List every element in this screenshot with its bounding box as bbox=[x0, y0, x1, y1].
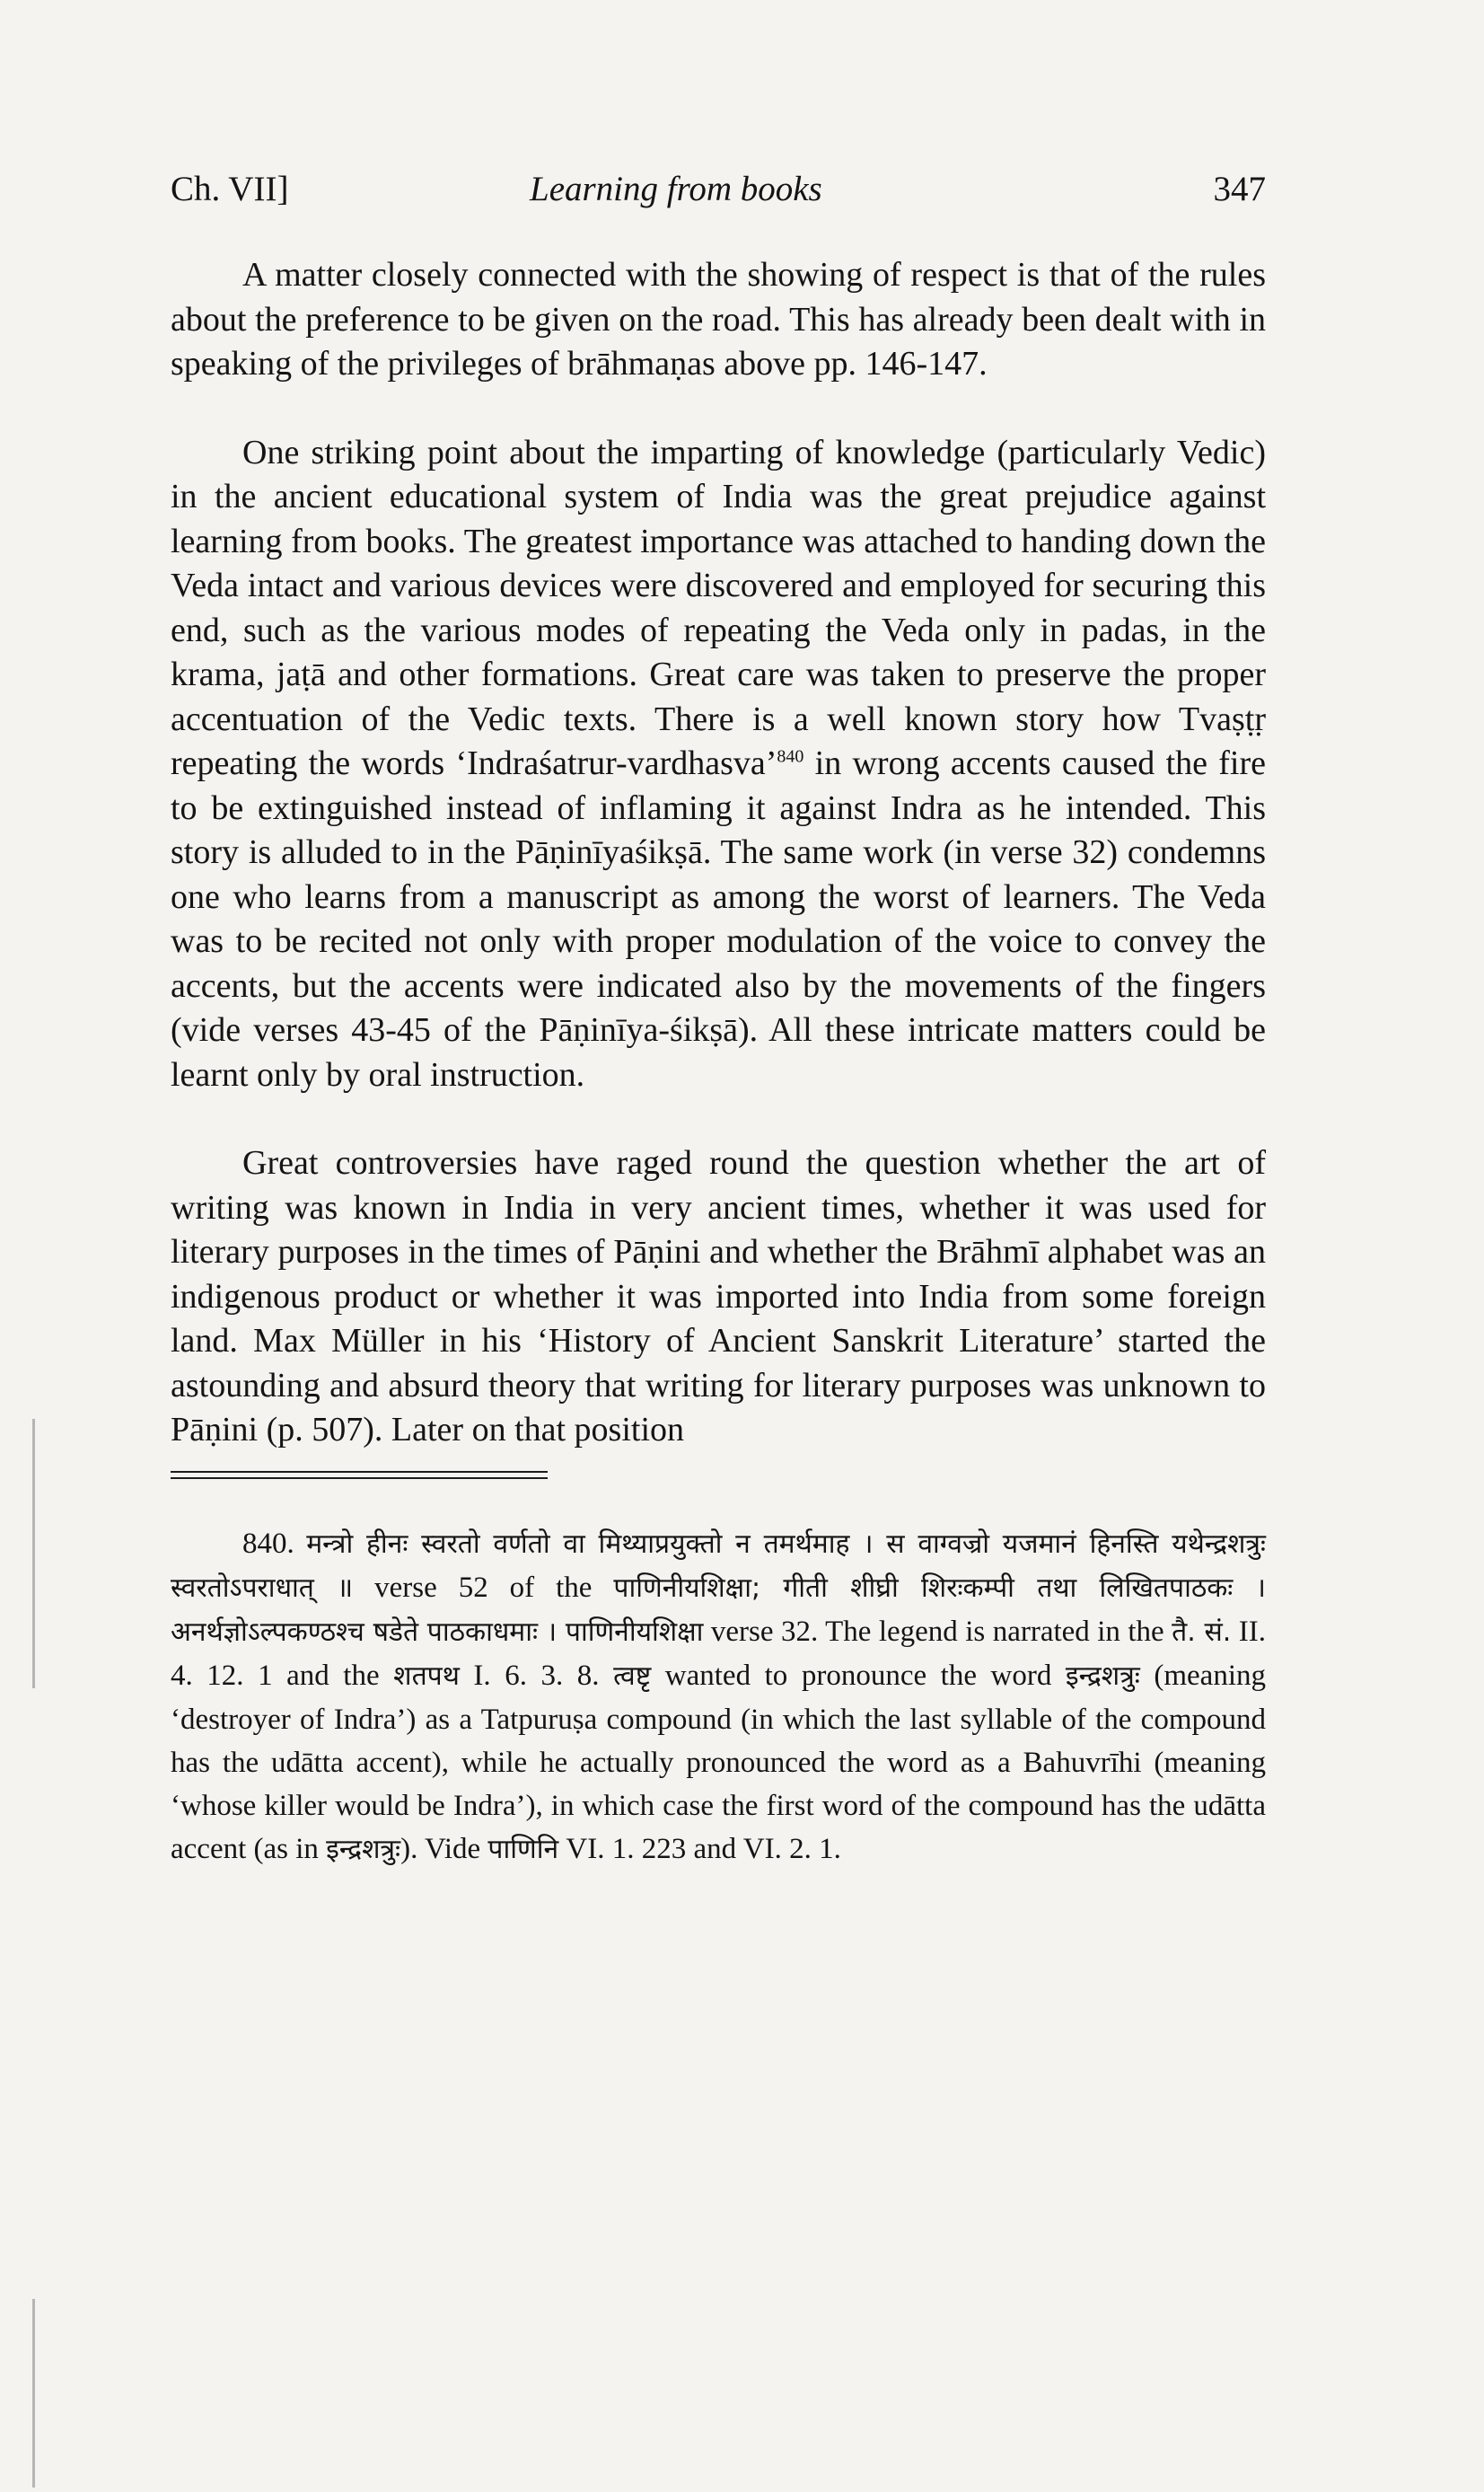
paragraph-books-text-a: One striking point about the imparting of knowledge (particularly Vedic) in the ancient educational system of India was the great prejudice against learning from books. The greatest importance was attached to handing down the Veda intact and various devices were discovered and employed for securing this end, such as the various modes of repeating the Veda only in padas, in the krama, jaṭā and other formations. Great care was taken to preserve the proper accentuation of the Vedic texts. There is a well known story how Tvaṣṭṛ repeating the words ‘Indraśatrur-vardhasva’ bbox=[171, 433, 1266, 782]
paragraph-books bbox=[171, 431, 1266, 1098]
separator-line-bottom bbox=[171, 1477, 548, 1479]
footnote-sanskrit-2: पाणिनीयशिक्षा; गीती शीघ्री शिरःकम्पी तथा लिखितपाठकः । अनर्थज्ञोऽल्पकण्ठश्च षडेते पाठकाधमाः । पाणिनीयशिक्षा bbox=[171, 1572, 1266, 1648]
running-header bbox=[171, 169, 1266, 214]
book-page bbox=[171, 169, 1266, 1871]
paragraph-writing: Great controversies have raged round the question whether the art of writing was known in India in very ancient times, whether it was used for literary purposes in the times of Pāṇini and whether the Brāhmī alphabet was an indigenous product or whether it was imported into India from some foreign land. Max Müller in his ‘History of Ancient Sanskrit Literature’ started the astounding and absurd theory that writing for literary purposes was unknown to Pāṇini (p. 507). Later on that position bbox=[171, 1144, 1266, 1449]
page-number: 347 bbox=[1213, 170, 1266, 208]
footnote bbox=[171, 1522, 1266, 1871]
paragraph-books-text-b: in wrong accents caused the fire to be extinguished instead of inflaming it against Indra as he intended. This story is alluded to in the Pāṇinīyaśikṣā. The same work (in verse 32) condemns one who learns from a manuscript as among the worst of learners. The Veda was to be recited not only with proper modulation of the voice to convey the accents, but the accents were indicated also by the movements of the fingers (vide verses 43-45 of the Pāṇinīya-śikṣā). All these intricate matters could be learnt only by oral instruction. bbox=[171, 744, 1266, 1094]
footnote-sanskrit-4: शतपथ bbox=[393, 1660, 460, 1692]
footnote-text-3: II. 4. 12. 1 and the bbox=[171, 1615, 1266, 1692]
footnote-sanskrit-5: त्वष्टृ bbox=[613, 1660, 652, 1692]
footnote-text-7: ). Vide bbox=[400, 1832, 488, 1865]
footnote-separator bbox=[171, 1471, 1266, 1479]
footnote-text-5: wanted to pronounce the word bbox=[651, 1659, 1066, 1692]
footnote-sanskrit-3: तै. सं. bbox=[1172, 1616, 1232, 1648]
footnote-reference[interactable]: 840 bbox=[777, 746, 804, 767]
scan-margin-line bbox=[32, 1419, 35, 1688]
footnote-number: 840. bbox=[242, 1527, 294, 1560]
scan-margin-line-lower bbox=[32, 2299, 35, 2488]
footnote-sanskrit-6: इन्द्रशत्रुः bbox=[1065, 1660, 1140, 1692]
running-title: Learning from books bbox=[530, 170, 822, 208]
footnote-text-1: verse 52 of the bbox=[353, 1571, 614, 1604]
footnote-text-4: I. 6. 3. 8. bbox=[459, 1659, 614, 1692]
footnote-text-8: VI. 1. 223 and VI. 2. 1. bbox=[558, 1832, 841, 1865]
footnote-sanskrit-verse: मन्त्रो हीनः स्वरतो वर्णतो वा मिथ्याप्रयुक्तो न तमर्थमाह । स वाग्वज्रो यजमानं हिनस्ति यथेन्द्रशत्रुः स्वरतोऽपराधात् ॥ bbox=[171, 1528, 1266, 1604]
separator-line-top bbox=[171, 1471, 548, 1473]
paragraph-respect: A matter closely connected with the showing of respect is that of the rules about the preference to be given on the road. This has already been dealt with in speaking of the privileges of brāhmaṇas above pp. 146-147. bbox=[171, 256, 1266, 383]
footnote-sanskrit-7: इन्द्रशत्रुः bbox=[326, 1833, 401, 1865]
footnote-text-2: verse 32. The legend is narrated in the bbox=[703, 1615, 1172, 1648]
chapter-label: Ch. VII] bbox=[171, 170, 289, 208]
footnote-sanskrit-8: पाणिनि bbox=[487, 1833, 559, 1865]
footnote-text-6: (meaning ‘destroyer of Indra’) as a Tatpuruṣa compound (in which the last syllable of the compound has the udātta accent), while he actually pronounced the word as a Bahuvrīhi (meaning ‘whose killer would be Indra’), in which case the first word of the compound has the udātta accent (as in bbox=[171, 1659, 1266, 1865]
main-text bbox=[171, 253, 1266, 1453]
